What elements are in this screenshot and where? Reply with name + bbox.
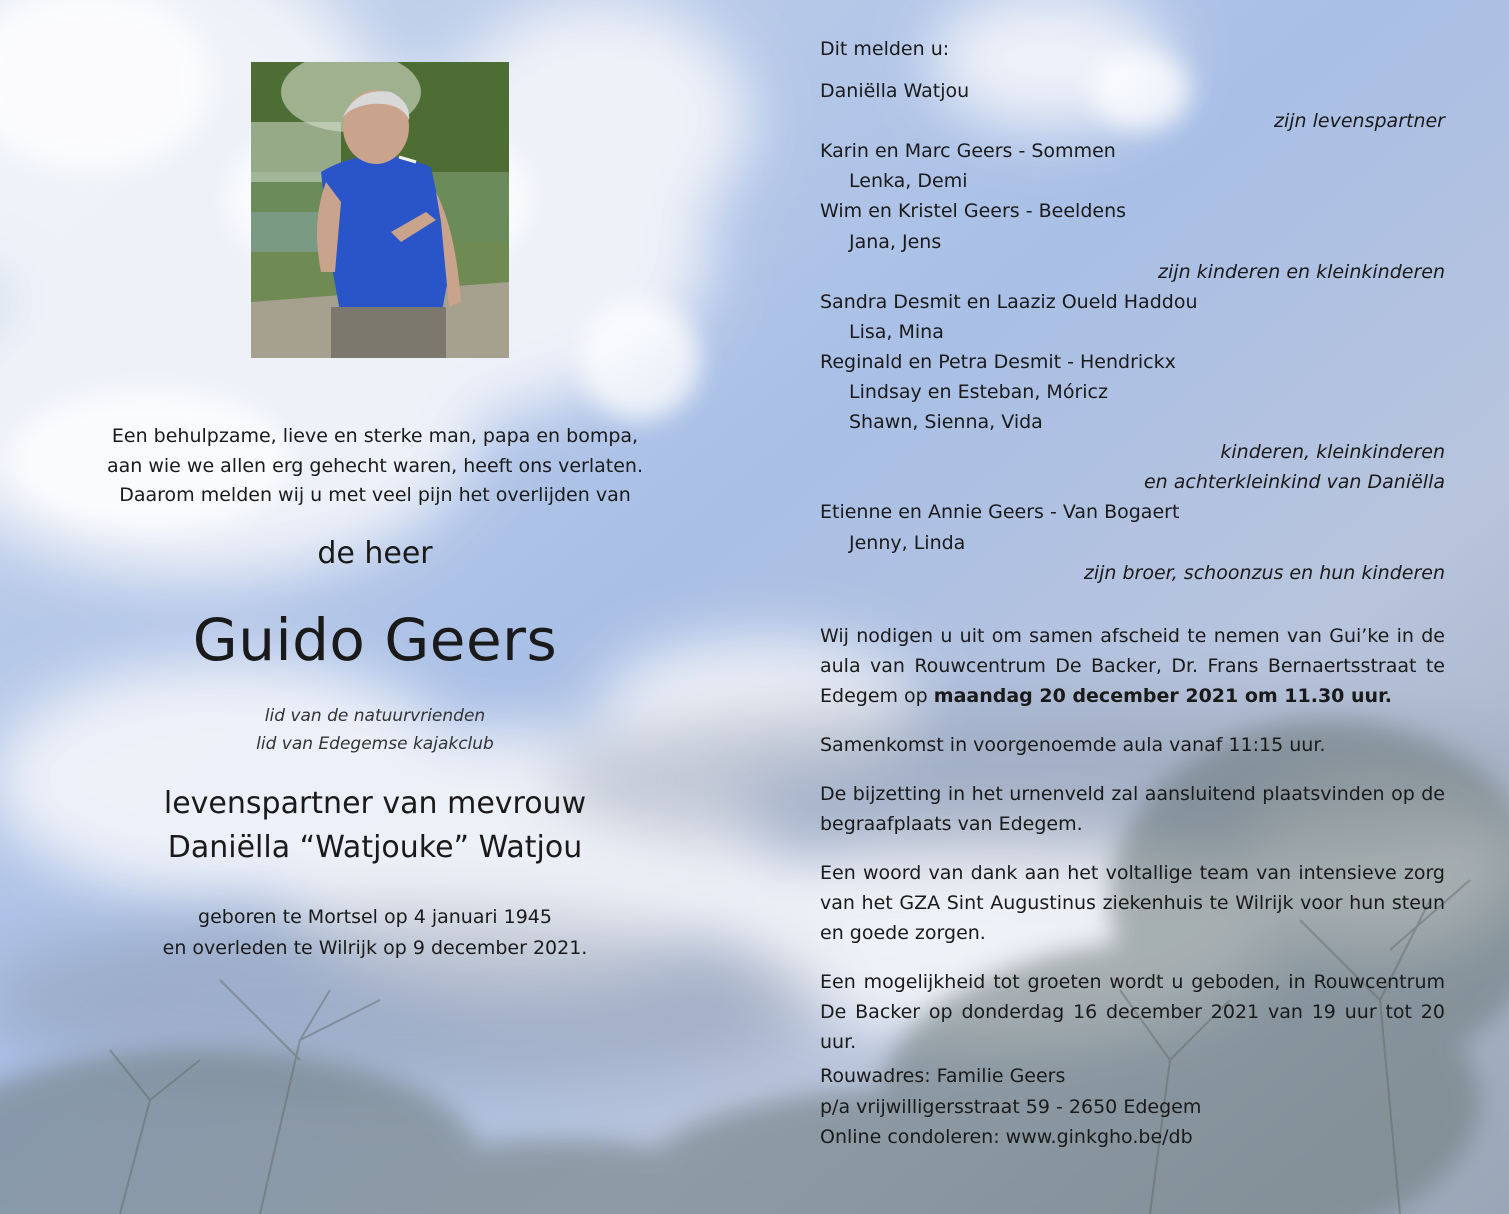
- address-line: Rouwadres: Familie Geers: [820, 1065, 1066, 1087]
- relation-line: zijn levenspartner: [1274, 110, 1445, 133]
- birth-line: geboren te Mortsel op 4 januari 1945: [198, 906, 552, 928]
- ceremony-info: [820, 621, 1445, 1076]
- family-line: Sandra Desmit en Laaziz Oueld Haddou: [820, 290, 1198, 313]
- condolence-link[interactable]: Online condoleren: www.ginkgho.be/db: [820, 1126, 1193, 1148]
- grandchild-line: Shawn, Sienna, Vida: [849, 411, 1043, 434]
- mourning-address: [820, 1061, 1445, 1153]
- grandchild-line: Lenka, Demi: [849, 170, 968, 193]
- relation-line: kinderen, kleinkinderen: [1220, 441, 1445, 464]
- invitation-text: Wij nodigen u uit om samen afscheid te nemen van Gui’ke in de aula van Rouwcentrum De Backer, Dr. Frans Bernaertsstraat te Edegem op: [820, 625, 1445, 707]
- family-line: Wim en Kristel Geers - Beeldens: [820, 200, 1127, 223]
- family-line: Etienne en Annie Geers - Van Bogaert: [820, 501, 1180, 524]
- intro-line: Daarom melden wij u met veel pijn het overlijden van: [119, 484, 631, 506]
- intro-line: Een behulpzame, lieve en sterke man, papa en bompa,: [111, 425, 639, 447]
- relation-line: zijn broer, schoonzus en hun kinderen: [1083, 561, 1445, 584]
- life-dates: [40, 902, 710, 964]
- club-line: lid van Edegemse kajakclub: [256, 734, 494, 754]
- partner-line: levenspartner van mevrouw: [163, 786, 587, 821]
- visitation-paragraph: Een mogelijkheid tot groeten wordt u geboden, in Rouwcentrum De Backer op donderdag 16 december 2021 van 19 uur tot 20 uur.: [820, 971, 1445, 1053]
- ceremony-datetime: maandag 20 december 2021 om 11.30 uur.: [933, 685, 1392, 707]
- honorific: de heer: [317, 536, 433, 571]
- family-header: Dit melden u:: [820, 38, 950, 60]
- family-line: Daniëlla Watjou: [820, 80, 970, 103]
- family-list: [820, 34, 1445, 588]
- partner-line: Daniëlla “Watjouke” Watjou: [167, 830, 583, 865]
- club-line: lid van de natuurvrienden: [264, 706, 486, 726]
- portrait-photo: [251, 62, 509, 358]
- relation-line: en achterkleinkind van Daniëlla: [1143, 471, 1445, 494]
- club-memberships: [40, 702, 710, 758]
- grandchild-line: Jenny, Linda: [849, 531, 966, 554]
- grandchild-line: Lindsay en Esteban, Móricz: [849, 381, 1108, 404]
- relation-line: zijn kinderen en kleinkinderen: [1158, 260, 1445, 283]
- grandchild-line: Jana, Jens: [849, 230, 942, 253]
- invitation-paragraph: [820, 621, 1445, 711]
- burial-paragraph: De bijzetting in het urnenveld zal aansluitend plaatsvinden op de begraafplaats van Edegem.: [820, 783, 1445, 835]
- family-line: Reginald en Petra Desmit - Hendrickx: [820, 350, 1176, 373]
- intro-text: [40, 422, 710, 511]
- intro-line: aan wie we allen erg gehecht waren, heeft ons verlaten.: [106, 454, 644, 477]
- deceased-name: Guido Geers: [192, 606, 558, 674]
- grandchild-line: Lisa, Mina: [849, 320, 944, 343]
- address-line: p/a vrijwilligersstraat 59 - 2650 Edegem: [820, 1095, 1202, 1118]
- thanks-paragraph: Een woord van dank aan het voltallige team van intensieve zorg van het GZA Sint Augustinus ziekenhuis te Wilrijk voor hun steun en goede zorgen.: [820, 862, 1445, 944]
- death-line: en overleden te Wilrijk op 9 december 2021.: [162, 937, 588, 959]
- partner-text: [40, 782, 710, 870]
- family-line: Karin en Marc Geers - Sommen: [820, 140, 1116, 163]
- gathering-paragraph: Samenkomst in voorgenoemde aula vanaf 11:15 uur.: [820, 734, 1326, 756]
